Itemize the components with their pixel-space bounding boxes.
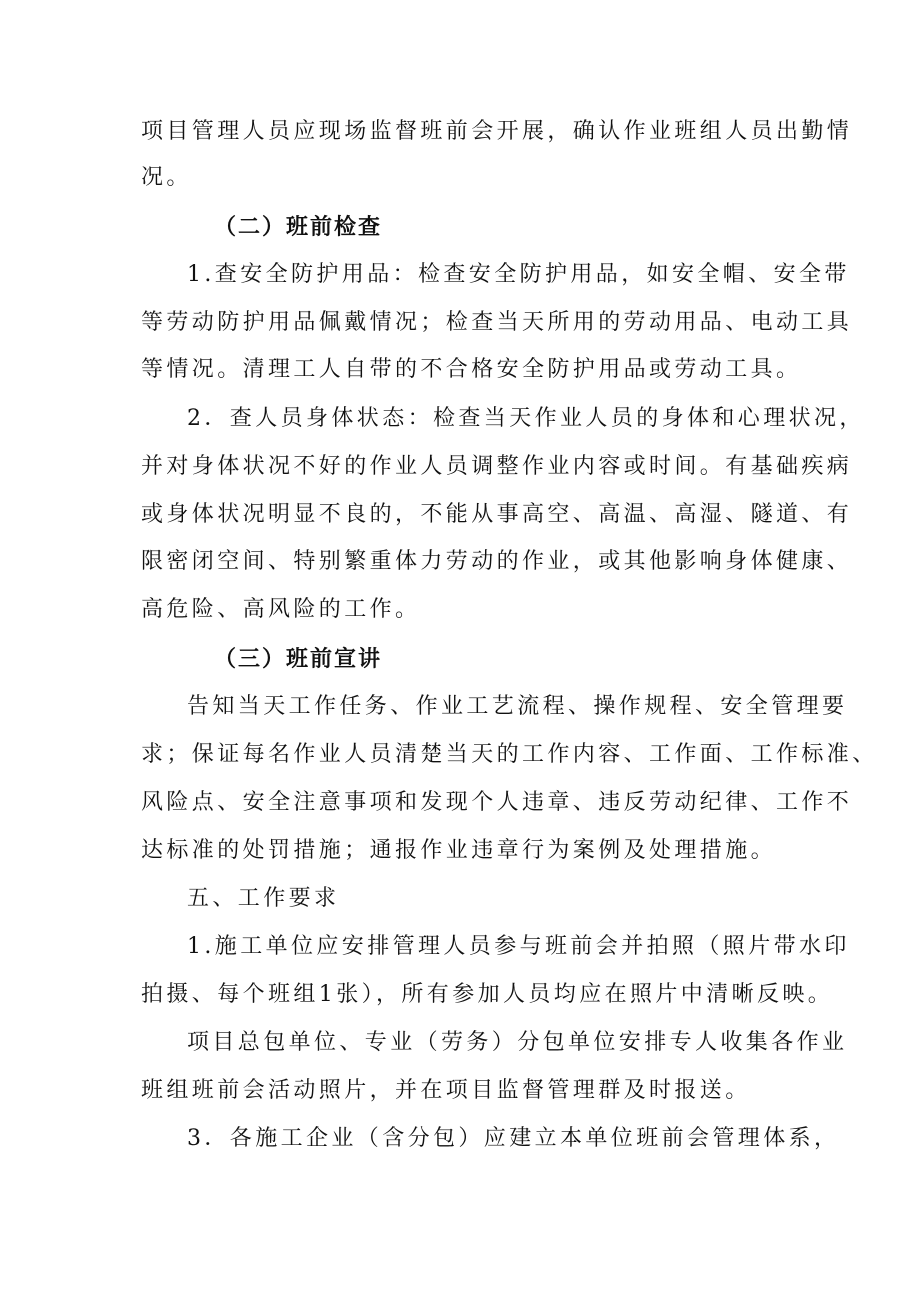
paragraph-line: 或身体状况明显不良的，不能从事高空、高温、高湿、隧道、有: [141, 502, 853, 527]
paragraph-line: 项目管理人员应现场监督班前会开展，确认作业班组人员出勤情: [141, 119, 853, 144]
paragraph-line: 并对身体状况不好的作业人员调整作业内容或时间。有基础疾病: [141, 454, 853, 479]
paragraph-line: 1.施工单位应安排管理人员参与班前会并拍照（照片带水印: [187, 934, 850, 959]
paragraph-line: 高危险、高风险的工作。: [141, 597, 421, 622]
section-heading-work-requirements: 五、工作要求: [187, 886, 340, 911]
paragraph-line: 3．各施工企业（含分包）应建立本单位班前会管理体系，: [187, 1126, 840, 1151]
paragraph-line: 况。: [141, 165, 192, 190]
section-heading-pre-shift-check: （二）班前检查: [214, 214, 383, 240]
section-heading-pre-shift-briefing: （三）班前宣讲: [214, 646, 383, 672]
paragraph-line: 等劳动防护用品佩戴情况；检查当天所用的劳动用品、电动工具: [141, 310, 853, 335]
paragraph-line: 拍摄、每个班组1张），所有参加人员均应在照片中清晰反映。: [141, 982, 834, 1007]
paragraph-line: 2．查人员身体状态：检查当天作业人员的身体和心理状况，: [187, 406, 865, 431]
paragraph-line: 达标准的处罚措施；通报作业违章行为案例及处理措施。: [141, 838, 777, 863]
paragraph-line: 班组班前会活动照片，并在项目监督管理群及时报送。: [141, 1078, 751, 1103]
paragraph-line: 风险点、安全注意事项和发现个人违章、违反劳动纪律、工作不: [141, 790, 853, 815]
paragraph-line: 限密闭空间、特别繁重体力劳动的作业，或其他影响身体健康、: [141, 549, 853, 574]
paragraph-line: 项目总包单位、专业（劳务）分包单位安排专人收集各作业: [187, 1030, 848, 1055]
paragraph-line: 告知当天工作任务、作业工艺流程、操作规程、安全管理要: [187, 694, 848, 719]
paragraph-line: 1.查安全防护用品：检查安全防护用品，如安全帽、安全带: [187, 262, 850, 287]
paragraph-line: 求；保证每名作业人员清楚当天的工作内容、工作面、工作标准、: [141, 742, 878, 767]
paragraph-line: 等情况。清理工人自带的不合格安全防护用品或劳动工具。: [141, 357, 802, 382]
